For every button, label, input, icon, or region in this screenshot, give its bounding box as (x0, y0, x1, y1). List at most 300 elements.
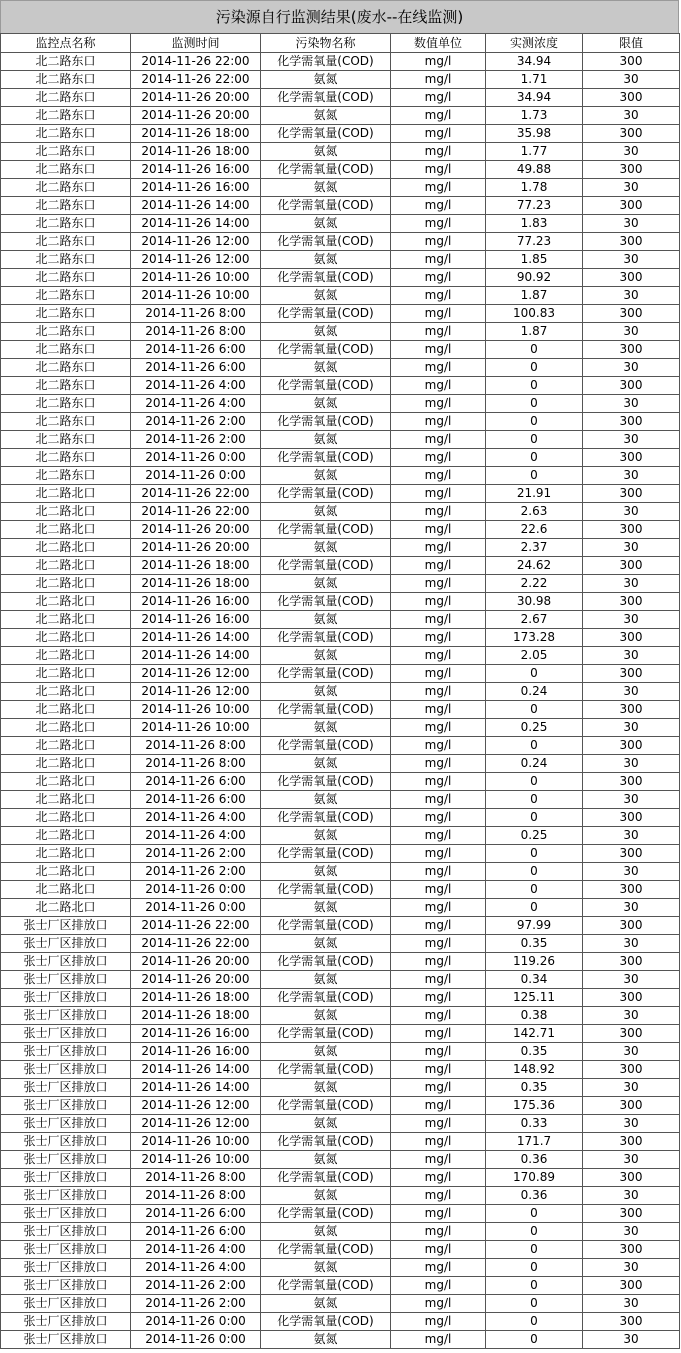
cell-site-name: 北二路东口 (1, 179, 131, 197)
cell-limit: 300 (583, 449, 680, 467)
cell-pollutant-name: 化学需氧量(COD) (261, 1313, 391, 1331)
cell-site-name: 北二路北口 (1, 647, 131, 665)
cell-measured-concentration: 0.35 (486, 1079, 583, 1097)
cell-unit: mg/l (391, 773, 486, 791)
cell-site-name: 张士厂区排放口 (1, 989, 131, 1007)
cell-limit: 30 (583, 575, 680, 593)
cell-unit: mg/l (391, 809, 486, 827)
cell-limit: 30 (583, 539, 680, 557)
cell-limit: 300 (583, 53, 680, 71)
header-unit: 数值单位 (391, 34, 486, 53)
cell-site-name: 北二路东口 (1, 341, 131, 359)
cell-site-name: 张士厂区排放口 (1, 1259, 131, 1277)
cell-limit: 30 (583, 359, 680, 377)
cell-measured-concentration: 0 (486, 1331, 583, 1349)
cell-unit: mg/l (391, 125, 486, 143)
cell-pollutant-name: 氨氮 (261, 287, 391, 305)
cell-unit: mg/l (391, 539, 486, 557)
cell-monitor-time: 2014-11-26 10:00 (131, 1133, 261, 1151)
cell-site-name: 北二路东口 (1, 251, 131, 269)
cell-limit: 300 (583, 305, 680, 323)
cell-pollutant-name: 氨氮 (261, 863, 391, 881)
cell-limit: 30 (583, 251, 680, 269)
cell-pollutant-name: 化学需氧量(COD) (261, 809, 391, 827)
cell-pollutant-name: 氨氮 (261, 575, 391, 593)
cell-unit: mg/l (391, 953, 486, 971)
cell-measured-concentration: 0.25 (486, 827, 583, 845)
cell-site-name: 北二路北口 (1, 575, 131, 593)
cell-unit: mg/l (391, 467, 486, 485)
cell-limit: 300 (583, 1277, 680, 1295)
table-row (1, 89, 680, 107)
cell-limit: 30 (583, 1079, 680, 1097)
cell-limit: 30 (583, 863, 680, 881)
cell-unit: mg/l (391, 449, 486, 467)
cell-site-name: 北二路北口 (1, 611, 131, 629)
cell-site-name: 北二路北口 (1, 629, 131, 647)
table-row (1, 161, 680, 179)
cell-limit: 300 (583, 953, 680, 971)
cell-pollutant-name: 化学需氧量(COD) (261, 1133, 391, 1151)
cell-pollutant-name: 化学需氧量(COD) (261, 413, 391, 431)
table-row (1, 1007, 680, 1025)
cell-site-name: 北二路东口 (1, 269, 131, 287)
table-row (1, 539, 680, 557)
cell-measured-concentration: 0 (486, 1223, 583, 1241)
cell-limit: 300 (583, 1097, 680, 1115)
cell-limit: 300 (583, 917, 680, 935)
cell-measured-concentration: 0 (486, 665, 583, 683)
cell-monitor-time: 2014-11-26 18:00 (131, 575, 261, 593)
cell-monitor-time: 2014-11-26 0:00 (131, 1313, 261, 1331)
cell-site-name: 张士厂区排放口 (1, 1115, 131, 1133)
cell-monitor-time: 2014-11-26 16:00 (131, 593, 261, 611)
table-row (1, 377, 680, 395)
cell-unit: mg/l (391, 215, 486, 233)
cell-monitor-time: 2014-11-26 0:00 (131, 881, 261, 899)
cell-monitor-time: 2014-11-26 8:00 (131, 1169, 261, 1187)
cell-monitor-time: 2014-11-26 20:00 (131, 539, 261, 557)
cell-site-name: 北二路东口 (1, 377, 131, 395)
cell-monitor-time: 2014-11-26 2:00 (131, 1295, 261, 1313)
cell-limit: 300 (583, 89, 680, 107)
cell-site-name: 张士厂区排放口 (1, 1241, 131, 1259)
table-row (1, 989, 680, 1007)
table-row (1, 917, 680, 935)
cell-limit: 30 (583, 287, 680, 305)
cell-site-name: 张士厂区排放口 (1, 917, 131, 935)
cell-monitor-time: 2014-11-26 2:00 (131, 413, 261, 431)
cell-limit: 300 (583, 125, 680, 143)
cell-monitor-time: 2014-11-26 14:00 (131, 629, 261, 647)
cell-limit: 30 (583, 935, 680, 953)
cell-measured-concentration: 0 (486, 791, 583, 809)
table-row (1, 773, 680, 791)
cell-pollutant-name: 氨氮 (261, 359, 391, 377)
cell-monitor-time: 2014-11-26 8:00 (131, 323, 261, 341)
cell-site-name: 北二路北口 (1, 665, 131, 683)
table-row (1, 323, 680, 341)
table-row (1, 71, 680, 89)
table-row (1, 971, 680, 989)
cell-unit: mg/l (391, 143, 486, 161)
table-row (1, 467, 680, 485)
cell-limit: 300 (583, 665, 680, 683)
cell-site-name: 北二路北口 (1, 899, 131, 917)
cell-monitor-time: 2014-11-26 18:00 (131, 557, 261, 575)
cell-pollutant-name: 化学需氧量(COD) (261, 917, 391, 935)
cell-site-name: 张士厂区排放口 (1, 1007, 131, 1025)
table-body (1, 53, 680, 1349)
cell-pollutant-name: 氨氮 (261, 323, 391, 341)
cell-measured-concentration: 0 (486, 413, 583, 431)
cell-monitor-time: 2014-11-26 18:00 (131, 125, 261, 143)
cell-limit: 30 (583, 791, 680, 809)
cell-unit: mg/l (391, 737, 486, 755)
cell-limit: 300 (583, 1025, 680, 1043)
header-measured-concentration: 实测浓度 (486, 34, 583, 53)
cell-monitor-time: 2014-11-26 2:00 (131, 863, 261, 881)
cell-pollutant-name: 化学需氧量(COD) (261, 449, 391, 467)
cell-monitor-time: 2014-11-26 14:00 (131, 1079, 261, 1097)
cell-monitor-time: 2014-11-26 4:00 (131, 809, 261, 827)
table-row (1, 449, 680, 467)
cell-site-name: 北二路东口 (1, 431, 131, 449)
cell-unit: mg/l (391, 359, 486, 377)
header-row (1, 34, 680, 53)
cell-unit: mg/l (391, 485, 486, 503)
cell-pollutant-name: 氨氮 (261, 719, 391, 737)
cell-measured-concentration: 22.6 (486, 521, 583, 539)
cell-unit: mg/l (391, 1313, 486, 1331)
cell-site-name: 张士厂区排放口 (1, 1295, 131, 1313)
cell-monitor-time: 2014-11-26 22:00 (131, 917, 261, 935)
cell-measured-concentration: 0.25 (486, 719, 583, 737)
cell-monitor-time: 2014-11-26 6:00 (131, 359, 261, 377)
cell-monitor-time: 2014-11-26 8:00 (131, 737, 261, 755)
table-row (1, 899, 680, 917)
cell-measured-concentration: 2.37 (486, 539, 583, 557)
cell-monitor-time: 2014-11-26 2:00 (131, 1277, 261, 1295)
cell-monitor-time: 2014-11-26 20:00 (131, 89, 261, 107)
table-row (1, 305, 680, 323)
cell-limit: 30 (583, 971, 680, 989)
cell-monitor-time: 2014-11-26 12:00 (131, 233, 261, 251)
cell-pollutant-name: 化学需氧量(COD) (261, 953, 391, 971)
table-row (1, 1241, 680, 1259)
cell-monitor-time: 2014-11-26 16:00 (131, 179, 261, 197)
cell-measured-concentration: 0.36 (486, 1187, 583, 1205)
cell-limit: 30 (583, 107, 680, 125)
cell-site-name: 张士厂区排放口 (1, 1223, 131, 1241)
cell-pollutant-name: 化学需氧量(COD) (261, 1061, 391, 1079)
cell-measured-concentration: 0 (486, 467, 583, 485)
cell-pollutant-name: 氨氮 (261, 1295, 391, 1313)
cell-limit: 300 (583, 1061, 680, 1079)
cell-measured-concentration: 119.26 (486, 953, 583, 971)
cell-site-name: 北二路东口 (1, 305, 131, 323)
table-row (1, 1169, 680, 1187)
cell-pollutant-name: 氨氮 (261, 71, 391, 89)
cell-measured-concentration: 34.94 (486, 89, 583, 107)
cell-pollutant-name: 氨氮 (261, 467, 391, 485)
cell-measured-concentration: 0 (486, 701, 583, 719)
cell-unit: mg/l (391, 989, 486, 1007)
cell-unit: mg/l (391, 899, 486, 917)
cell-pollutant-name: 化学需氧量(COD) (261, 485, 391, 503)
table-row (1, 611, 680, 629)
cell-limit: 30 (583, 719, 680, 737)
cell-limit: 30 (583, 71, 680, 89)
cell-unit: mg/l (391, 161, 486, 179)
cell-limit: 300 (583, 593, 680, 611)
cell-measured-concentration: 100.83 (486, 305, 583, 323)
cell-measured-concentration: 90.92 (486, 269, 583, 287)
table-row (1, 197, 680, 215)
cell-monitor-time: 2014-11-26 12:00 (131, 1115, 261, 1133)
cell-unit: mg/l (391, 683, 486, 701)
table-row (1, 791, 680, 809)
table-row (1, 719, 680, 737)
cell-site-name: 北二路东口 (1, 215, 131, 233)
cell-limit: 300 (583, 737, 680, 755)
cell-unit: mg/l (391, 1259, 486, 1277)
cell-measured-concentration: 30.98 (486, 593, 583, 611)
cell-measured-concentration: 2.67 (486, 611, 583, 629)
cell-site-name: 张士厂区排放口 (1, 1331, 131, 1349)
cell-measured-concentration: 24.62 (486, 557, 583, 575)
cell-limit: 300 (583, 1169, 680, 1187)
table-row (1, 1223, 680, 1241)
cell-limit: 300 (583, 161, 680, 179)
cell-monitor-time: 2014-11-26 2:00 (131, 845, 261, 863)
cell-site-name: 北二路北口 (1, 719, 131, 737)
cell-site-name: 北二路东口 (1, 359, 131, 377)
cell-pollutant-name: 氨氮 (261, 251, 391, 269)
cell-unit: mg/l (391, 1331, 486, 1349)
table-row (1, 845, 680, 863)
cell-monitor-time: 2014-11-26 6:00 (131, 791, 261, 809)
header-site-name: 监控点名称 (1, 34, 131, 53)
cell-unit: mg/l (391, 107, 486, 125)
table-row (1, 233, 680, 251)
cell-pollutant-name: 化学需氧量(COD) (261, 89, 391, 107)
table-row (1, 863, 680, 881)
cell-pollutant-name: 氨氮 (261, 503, 391, 521)
cell-measured-concentration: 0 (486, 1259, 583, 1277)
cell-measured-concentration: 77.23 (486, 197, 583, 215)
cell-site-name: 张士厂区排放口 (1, 1025, 131, 1043)
table-row (1, 935, 680, 953)
cell-site-name: 北二路北口 (1, 593, 131, 611)
header-pollutant-name: 污染物名称 (261, 34, 391, 53)
cell-unit: mg/l (391, 629, 486, 647)
cell-measured-concentration: 0 (486, 1205, 583, 1223)
cell-unit: mg/l (391, 431, 486, 449)
cell-pollutant-name: 化学需氧量(COD) (261, 161, 391, 179)
cell-unit: mg/l (391, 1187, 486, 1205)
cell-site-name: 张士厂区排放口 (1, 1043, 131, 1061)
cell-site-name: 北二路东口 (1, 395, 131, 413)
cell-site-name: 北二路北口 (1, 755, 131, 773)
table-row (1, 1295, 680, 1313)
cell-pollutant-name: 化学需氧量(COD) (261, 197, 391, 215)
cell-pollutant-name: 氨氮 (261, 143, 391, 161)
cell-unit: mg/l (391, 89, 486, 107)
cell-monitor-time: 2014-11-26 10:00 (131, 719, 261, 737)
cell-pollutant-name: 氨氮 (261, 431, 391, 449)
cell-measured-concentration: 0.34 (486, 971, 583, 989)
table-row (1, 665, 680, 683)
table-row (1, 107, 680, 125)
cell-monitor-time: 2014-11-26 12:00 (131, 683, 261, 701)
cell-measured-concentration: 0 (486, 377, 583, 395)
cell-monitor-time: 2014-11-26 22:00 (131, 935, 261, 953)
cell-unit: mg/l (391, 755, 486, 773)
cell-monitor-time: 2014-11-26 6:00 (131, 1205, 261, 1223)
cell-pollutant-name: 氨氮 (261, 539, 391, 557)
table-row (1, 287, 680, 305)
cell-monitor-time: 2014-11-26 6:00 (131, 341, 261, 359)
cell-measured-concentration: 34.94 (486, 53, 583, 71)
table-row (1, 683, 680, 701)
cell-site-name: 北二路东口 (1, 413, 131, 431)
table-row (1, 809, 680, 827)
cell-pollutant-name: 氨氮 (261, 827, 391, 845)
table-row (1, 125, 680, 143)
cell-measured-concentration: 0 (486, 341, 583, 359)
cell-monitor-time: 2014-11-26 12:00 (131, 665, 261, 683)
cell-site-name: 北二路东口 (1, 449, 131, 467)
cell-pollutant-name: 化学需氧量(COD) (261, 53, 391, 71)
cell-monitor-time: 2014-11-26 16:00 (131, 611, 261, 629)
table-row (1, 1043, 680, 1061)
cell-limit: 30 (583, 683, 680, 701)
cell-measured-concentration: 1.85 (486, 251, 583, 269)
cell-site-name: 北二路东口 (1, 143, 131, 161)
cell-pollutant-name: 化学需氧量(COD) (261, 1205, 391, 1223)
cell-measured-concentration: 1.78 (486, 179, 583, 197)
cell-limit: 300 (583, 1313, 680, 1331)
cell-site-name: 北二路东口 (1, 323, 131, 341)
cell-unit: mg/l (391, 53, 486, 71)
cell-site-name: 张士厂区排放口 (1, 971, 131, 989)
cell-limit: 300 (583, 629, 680, 647)
cell-limit: 300 (583, 485, 680, 503)
cell-pollutant-name: 化学需氧量(COD) (261, 125, 391, 143)
cell-limit: 30 (583, 1223, 680, 1241)
table-row (1, 1079, 680, 1097)
table-row (1, 1313, 680, 1331)
cell-limit: 300 (583, 773, 680, 791)
table-row (1, 395, 680, 413)
cell-pollutant-name: 化学需氧量(COD) (261, 1097, 391, 1115)
table-row (1, 575, 680, 593)
cell-site-name: 张士厂区排放口 (1, 1079, 131, 1097)
cell-unit: mg/l (391, 233, 486, 251)
cell-site-name: 张士厂区排放口 (1, 1151, 131, 1169)
cell-unit: mg/l (391, 1277, 486, 1295)
cell-site-name: 北二路东口 (1, 71, 131, 89)
cell-monitor-time: 2014-11-26 20:00 (131, 107, 261, 125)
cell-monitor-time: 2014-11-26 4:00 (131, 1259, 261, 1277)
table-header (1, 34, 680, 53)
cell-pollutant-name: 氨氮 (261, 647, 391, 665)
cell-pollutant-name: 氨氮 (261, 971, 391, 989)
cell-pollutant-name: 化学需氧量(COD) (261, 1277, 391, 1295)
cell-limit: 300 (583, 557, 680, 575)
cell-site-name: 张士厂区排放口 (1, 935, 131, 953)
table-row (1, 413, 680, 431)
cell-unit: mg/l (391, 395, 486, 413)
cell-limit: 30 (583, 431, 680, 449)
cell-limit: 300 (583, 701, 680, 719)
cell-measured-concentration: 0 (486, 449, 583, 467)
table-row (1, 503, 680, 521)
cell-measured-concentration: 1.87 (486, 323, 583, 341)
cell-monitor-time: 2014-11-26 8:00 (131, 305, 261, 323)
cell-monitor-time: 2014-11-26 22:00 (131, 503, 261, 521)
cell-unit: mg/l (391, 719, 486, 737)
cell-site-name: 北二路北口 (1, 737, 131, 755)
cell-unit: mg/l (391, 413, 486, 431)
cell-limit: 30 (583, 1295, 680, 1313)
cell-pollutant-name: 化学需氧量(COD) (261, 377, 391, 395)
cell-measured-concentration: 2.22 (486, 575, 583, 593)
cell-monitor-time: 2014-11-26 22:00 (131, 53, 261, 71)
table-row (1, 1115, 680, 1133)
cell-unit: mg/l (391, 1205, 486, 1223)
cell-pollutant-name: 化学需氧量(COD) (261, 305, 391, 323)
cell-unit: mg/l (391, 611, 486, 629)
cell-limit: 300 (583, 197, 680, 215)
cell-monitor-time: 2014-11-26 10:00 (131, 1151, 261, 1169)
cell-limit: 30 (583, 215, 680, 233)
cell-site-name: 张士厂区排放口 (1, 1277, 131, 1295)
cell-measured-concentration: 0 (486, 845, 583, 863)
cell-pollutant-name: 氨氮 (261, 611, 391, 629)
cell-monitor-time: 2014-11-26 2:00 (131, 431, 261, 449)
cell-pollutant-name: 化学需氧量(COD) (261, 341, 391, 359)
cell-pollutant-name: 氨氮 (261, 395, 391, 413)
cell-measured-concentration: 0.24 (486, 755, 583, 773)
cell-limit: 300 (583, 1133, 680, 1151)
cell-unit: mg/l (391, 269, 486, 287)
report-title: 污染源自行监测结果(废水--在线监测) (0, 0, 679, 33)
cell-limit: 300 (583, 1241, 680, 1259)
cell-site-name: 北二路东口 (1, 125, 131, 143)
cell-pollutant-name: 氨氮 (261, 1151, 391, 1169)
cell-unit: mg/l (391, 665, 486, 683)
cell-measured-concentration: 0.33 (486, 1115, 583, 1133)
cell-limit: 300 (583, 413, 680, 431)
cell-site-name: 张士厂区排放口 (1, 1187, 131, 1205)
cell-measured-concentration: 0 (486, 863, 583, 881)
cell-unit: mg/l (391, 1079, 486, 1097)
cell-limit: 30 (583, 467, 680, 485)
cell-site-name: 北二路东口 (1, 89, 131, 107)
cell-pollutant-name: 氨氮 (261, 1223, 391, 1241)
cell-measured-concentration: 35.98 (486, 125, 583, 143)
cell-measured-concentration: 1.77 (486, 143, 583, 161)
cell-monitor-time: 2014-11-26 4:00 (131, 395, 261, 413)
cell-pollutant-name: 氨氮 (261, 107, 391, 125)
cell-limit: 30 (583, 143, 680, 161)
cell-site-name: 张士厂区排放口 (1, 953, 131, 971)
cell-limit: 300 (583, 881, 680, 899)
cell-pollutant-name: 化学需氧量(COD) (261, 269, 391, 287)
cell-monitor-time: 2014-11-26 18:00 (131, 1007, 261, 1025)
